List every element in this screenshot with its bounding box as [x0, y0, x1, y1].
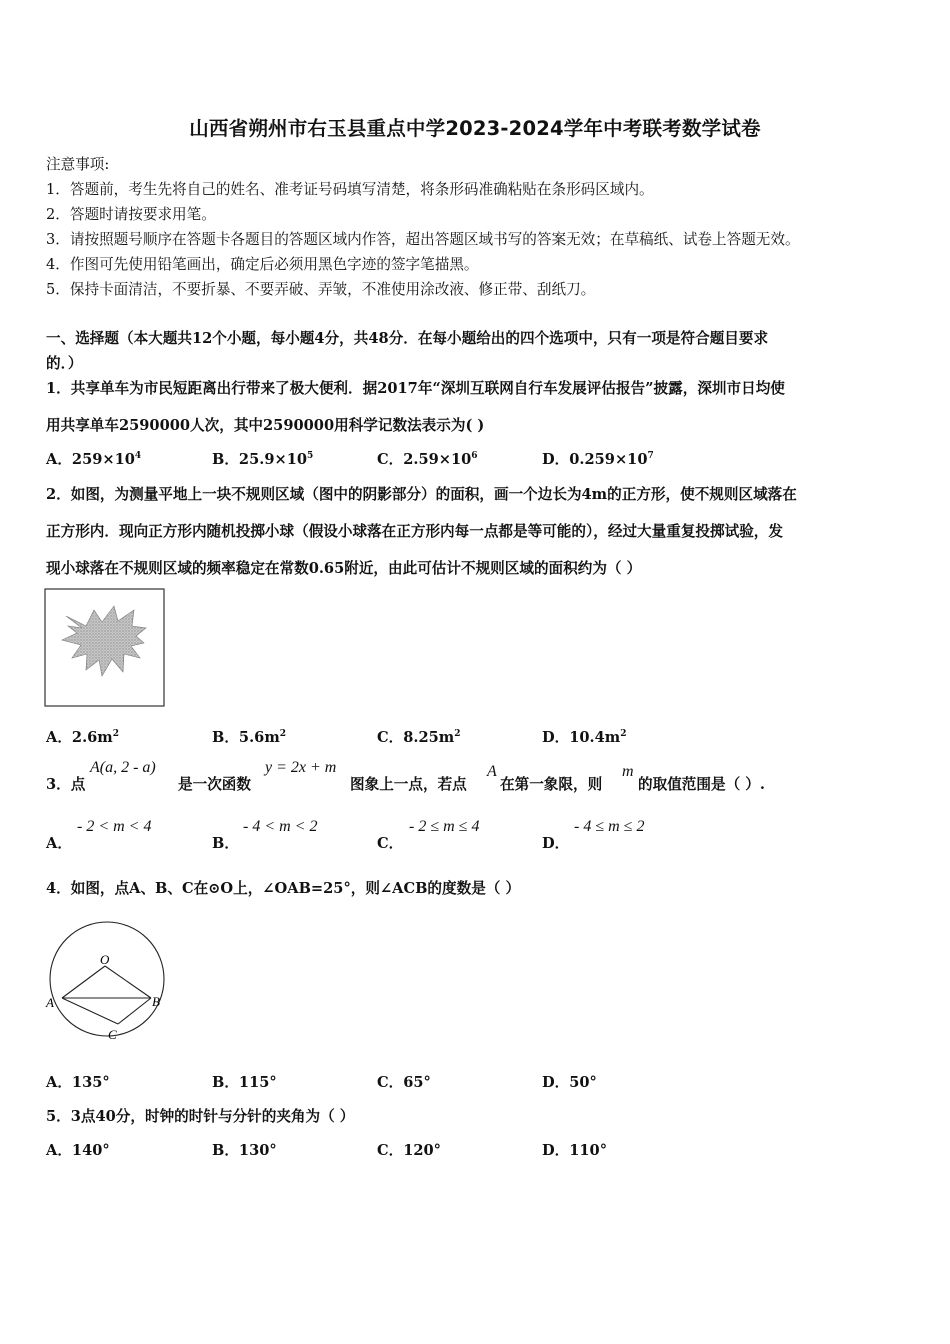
- irregular-region-figure: [44, 588, 166, 708]
- question-2-text-cont: 现小球落在不规则区域的频率稳定在常数0.65附近，由此可估计不规则区域的面积约为（ ）: [46, 560, 642, 577]
- q3-option-c-expr: - 2 ≤ m ≤ 4: [409, 818, 480, 835]
- notice-item: 2．答题时请按要求用笔。: [46, 206, 216, 223]
- label-a: A: [46, 995, 54, 1010]
- question-3-text: 图象上一点，若点: [350, 776, 467, 793]
- q5-option-b: B．130°: [212, 1142, 277, 1159]
- question-3-suffix: 的取值范围是（ ）.: [638, 776, 765, 793]
- q1-option-d: D．$0.259\times 10^7$: [542, 451, 654, 468]
- question-1-text-cont: 用共享单车2590000人次，其中2590000用科学记数法表示为( ): [46, 417, 485, 434]
- q3-option-d-label: D．: [542, 835, 570, 852]
- notice-heading: 注意事项:: [46, 156, 110, 173]
- question-3-text: 是一次函数: [178, 776, 251, 793]
- q3-point-expr: A(a, 2 - a): [90, 759, 156, 776]
- q4-option-c: C．65°: [377, 1074, 431, 1091]
- q3-point-a: A: [487, 763, 497, 780]
- notice-item: 3．请按照题号顺序在答题卡各题目的答题区域内作答，超出答题区域书写的答案无效；在草稿纸、试卷上答题无效。: [46, 231, 800, 248]
- q1-option-a: A．$259\times 10^4$: [46, 451, 142, 468]
- section-heading-cont: 的．）: [46, 355, 83, 372]
- question-2-text: 2．如图，为测量平地上一块不规则区域（图中的阴影部分）的面积，画一个边长为4m的正方形，使不规则区域落在: [46, 486, 797, 503]
- q1-option-b: B．$25.9\times 10^5$: [212, 451, 314, 468]
- q4-option-a: A．135°: [46, 1074, 110, 1091]
- question-4-text: 4．如图，点A、B、C在⊙O上，∠OAB=25°，则∠ACB的度数是（ ）: [46, 880, 521, 897]
- question-2-text-cont: 正方形内．现向正方形内随机投掷小球（假设小球落在正方形内每一点都是等可能的），经过大量重复投掷试验，发: [46, 523, 783, 540]
- segment-ob: [105, 966, 151, 998]
- segment-ac: [62, 998, 118, 1024]
- page-title: 山西省朔州市右玉县重点中学2023-2024学年中考联考数学试卷: [189, 117, 761, 140]
- q3-var-m: m: [622, 763, 634, 780]
- label-c: C: [108, 1027, 117, 1042]
- question-5-text: 5．3点40分，时钟的时针与分针的夹角为（ ）: [46, 1108, 355, 1125]
- segment-oa: [62, 966, 105, 998]
- q5-option-d: D．110°: [542, 1142, 608, 1159]
- q2-option-b: B．$5.6m^2$: [212, 729, 287, 746]
- label-b: B: [152, 994, 160, 1009]
- question-3-prefix: 3．点: [46, 776, 86, 793]
- q4-option-d: D．50°: [542, 1074, 597, 1091]
- q3-function-expr: y = 2x + m: [265, 759, 337, 776]
- notice-item: 4．作图可先使用铅笔画出，确定后必须用黑色字迹的签字笔描黑。: [46, 256, 479, 273]
- q3-option-b-expr: - 4 < m < 2: [243, 818, 318, 835]
- q2-option-d: D．$10.4m^2$: [542, 729, 627, 746]
- q3-option-d-expr: - 4 ≤ m ≤ 2: [574, 818, 645, 835]
- q3-option-a-label: A．: [46, 835, 72, 852]
- q2-option-c: C．$8.25m^2$: [377, 729, 461, 746]
- circle-figure: [44, 918, 170, 1046]
- q3-option-b-label: B．: [212, 835, 239, 852]
- q5-option-a: A．140°: [46, 1142, 110, 1159]
- notice-item: 5．保持卡面清洁，不要折暴、不要弄破、弄皱，不准使用涂改液、修正带、刮纸刀。: [46, 281, 596, 298]
- section-heading: 一、选择题（本大题共12个小题，每小题4分，共48分．在每小题给出的四个选项中，只有一项是符合题目要求: [46, 330, 769, 347]
- label-o: O: [100, 952, 110, 967]
- q2-option-a: A．$2.6m^2$: [46, 729, 120, 746]
- question-3-text: 在第一象限，则: [500, 776, 603, 793]
- q1-option-c: C．$2.59\times 10^6$: [377, 451, 478, 468]
- q3-option-c-label: C．: [377, 835, 404, 852]
- notice-item: 1．答题前，考生先将自己的姓名、准考证号码填写清楚，将条形码准确粘贴在条形码区域内。: [46, 181, 654, 198]
- q3-option-a-expr: - 2 < m < 4: [77, 818, 152, 835]
- question-1-text: 1．共享单车为市民短距离出行带来了极大便利．据2017年“深圳互联网自行车发展评估报告”披露，深圳市日均使: [46, 380, 785, 397]
- q4-option-b: B．115°: [212, 1074, 277, 1091]
- q5-option-c: C．120°: [377, 1142, 441, 1159]
